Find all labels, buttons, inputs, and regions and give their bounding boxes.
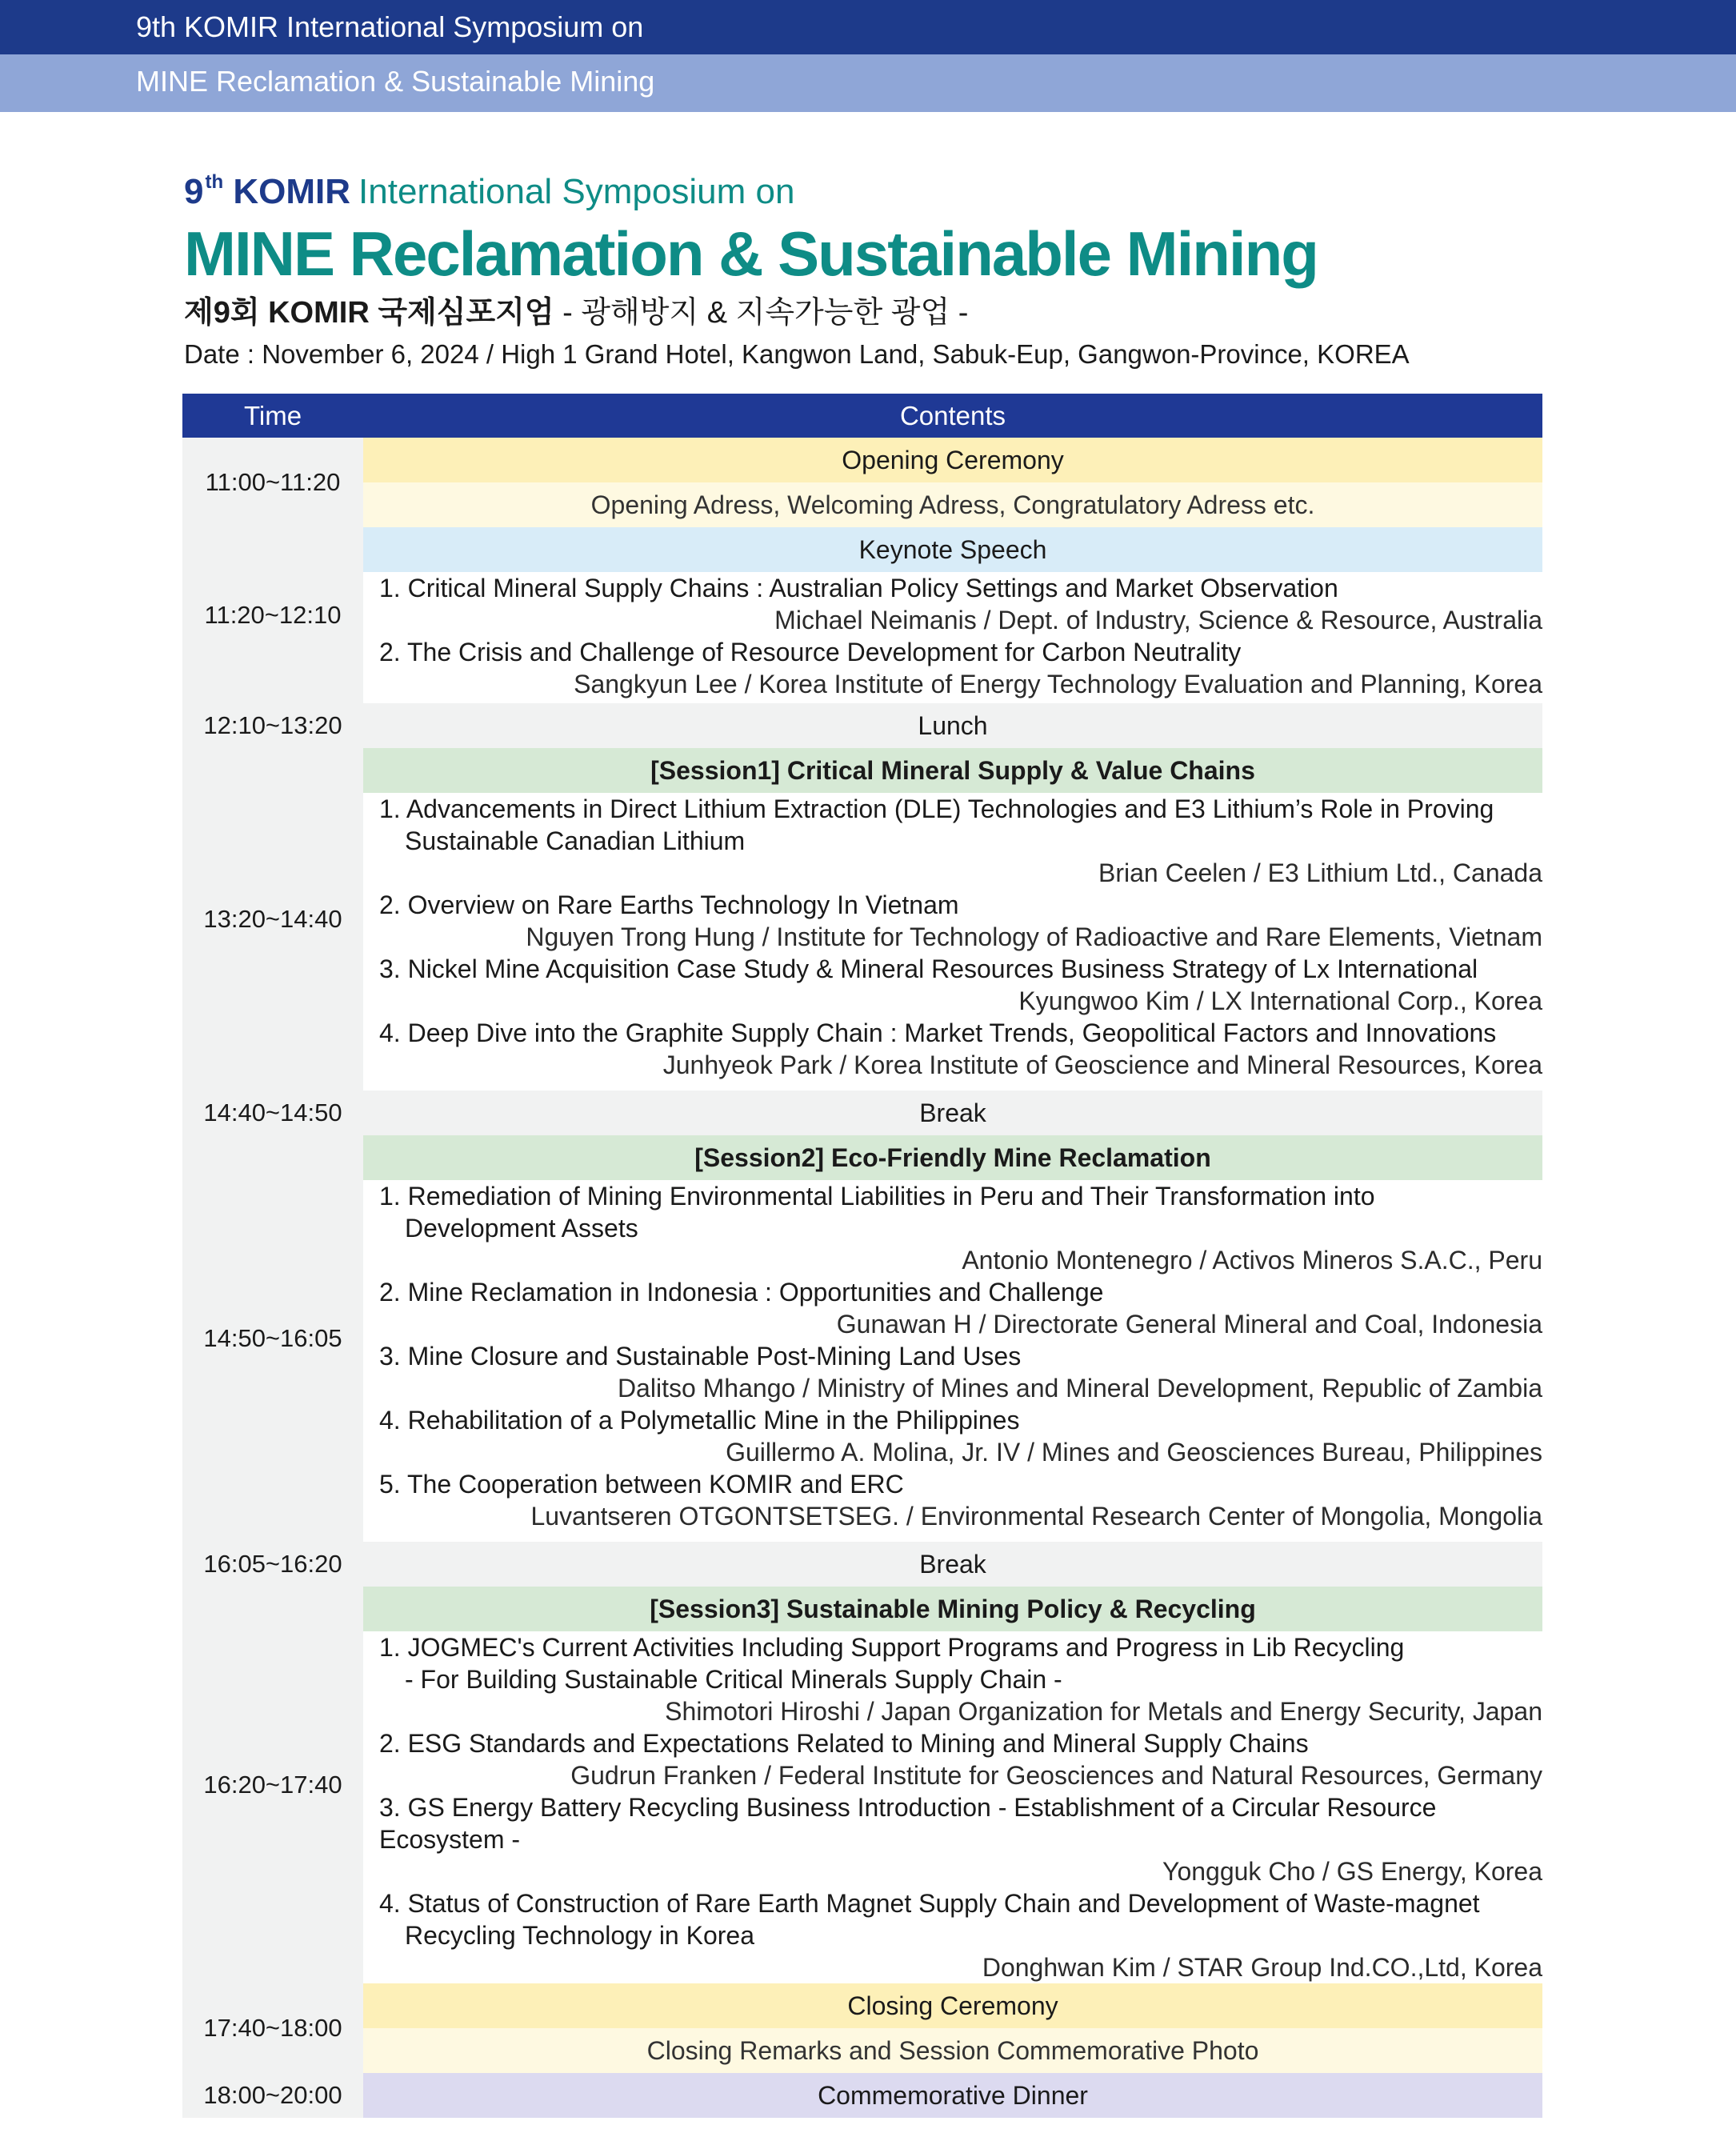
list-item-title: 1. Critical Mineral Supply Chains : Australian Policy Settings and Market Observation xyxy=(379,574,1338,602)
list-item-title: 2. ESG Standards and Expectations Related to Mining and Mineral Supply Chains xyxy=(379,1729,1309,1758)
opening-title: Opening Ceremony xyxy=(363,438,1542,482)
session3-title: [Session3] Sustainable Mining Policy & Recycling xyxy=(363,1587,1542,1631)
dinner-label: Commemorative Dinner xyxy=(363,2073,1542,2118)
time-lunch: 12:10~13:20 xyxy=(182,703,363,748)
time-closing: 17:40~18:00 xyxy=(182,1983,363,2073)
opening-desc: Opening Adress, Welcoming Adress, Congratulatory Adress etc. xyxy=(363,482,1542,527)
list-item-speaker: Michael Neimanis / Dept. of Industry, Science & Resource, Australia xyxy=(774,606,1542,634)
session1-list xyxy=(363,793,1542,1091)
list-item-title: 5. The Cooperation between KOMIR and ERC xyxy=(379,1470,904,1499)
keynote-list xyxy=(363,572,1542,703)
table-header xyxy=(182,394,1542,438)
list-item-speaker: Luvantseren OTGONTSETSEG. / Environmental Research Center of Mongolia, Mongolia xyxy=(530,1502,1542,1531)
time-opening: 11:00~11:20 xyxy=(182,438,363,527)
time-session2: 14:50~16:05 xyxy=(182,1135,363,1542)
list-item-title: 4. Deep Dive into the Graphite Supply Chain : Market Trends, Geopolitical Factors and Innovations xyxy=(379,1018,1497,1047)
closing-desc: Closing Remarks and Session Commemorative Photo xyxy=(363,2028,1542,2073)
list-item-title: 2. Overview on Rare Earths Technology In Vietnam xyxy=(379,890,959,919)
time-session1: 13:20~14:40 xyxy=(182,748,363,1091)
list-item-speaker: Gunawan H / Directorate General Mineral and Coal, Indonesia xyxy=(836,1310,1542,1339)
time-keynote: 11:20~12:10 xyxy=(182,527,363,703)
banner-line2: MINE Reclamation & Sustainable Mining xyxy=(136,65,655,98)
time-session3: 16:20~17:40 xyxy=(182,1587,363,1983)
time-dinner: 18:00~20:00 xyxy=(182,2073,363,2118)
event-date: Date : November 6, 2024 / High 1 Grand Hotel, Kangwon Land, Sabuk-Eup, Gangwon-Province, KOREA xyxy=(184,339,1410,369)
list-item-speaker: Donghwan Kim / STAR Group Ind.CO.,Ltd, Korea xyxy=(982,1953,1542,1982)
lunch-label: Lunch xyxy=(363,703,1542,748)
top-banner xyxy=(0,0,1736,54)
list-item-speaker: Sangkyun Lee / Korea Institute of Energy Technology Evaluation and Planning, Korea xyxy=(574,670,1542,698)
keynote-title: Keynote Speech xyxy=(363,527,1542,572)
list-item-title: 2. The Crisis and Challenge of Resource Development for Carbon Neutrality xyxy=(379,638,1242,666)
list-item-speaker: Guillermo A. Molina, Jr. IV / Mines and Geosciences Bureau, Philippines xyxy=(726,1438,1542,1467)
schedule-table xyxy=(182,394,1542,2118)
session2-title: [Session2] Eco-Friendly Mine Reclamation xyxy=(363,1135,1542,1180)
page-title: MINE Reclamation & Sustainable Mining xyxy=(184,218,1318,289)
list-item-title: 3. Mine Closure and Sustainable Post-Mining Land Uses xyxy=(379,1342,1022,1371)
list-item-title: 2. Mine Reclamation in Indonesia : Opportunities and Challenge xyxy=(379,1278,1104,1307)
session1-title: [Session1] Critical Mineral Supply & Value Chains xyxy=(363,748,1542,793)
col-time-header: Time xyxy=(182,394,363,438)
list-item-title: 1. JOGMEC's Current Activities Including Support Programs and Progress in Lib Recycling - For Building Sustainable Critical Minerals Supply Chain - xyxy=(379,1633,1405,1694)
list-item-title: 3. Nickel Mine Acquisition Case Study & Mineral Resources Business Strategy of Lx International xyxy=(379,954,1478,983)
list-item-title: 4. Status of Construction of Rare Earth Magnet Supply Chain and Development of Waste-magnet Recycling Technology in Korea xyxy=(379,1889,1480,1950)
list-item-speaker: Shimotori Hiroshi / Japan Organization for Metals and Energy Security, Japan xyxy=(665,1697,1542,1726)
col-contents-header: Contents xyxy=(363,394,1542,438)
closing-title: Closing Ceremony xyxy=(363,1983,1542,2028)
break2-label: Break xyxy=(363,1542,1542,1587)
list-item-speaker: Nguyen Trong Hung / Institute for Technology of Radioactive and Rare Elements, Vietnam xyxy=(526,922,1542,951)
session3-list xyxy=(363,1631,1542,1983)
symposium-heading: 9th KOMIR International Symposium on xyxy=(184,171,795,211)
list-item-speaker: Gudrun Franken / Federal Institute for Geosciences and Natural Resources, Germany xyxy=(570,1761,1542,1790)
break1-label: Break xyxy=(363,1091,1542,1135)
list-item-speaker: Kyungwoo Kim / LX International Corp., Korea xyxy=(1018,986,1542,1015)
list-item-speaker: Brian Ceelen / E3 Lithium Ltd., Canada xyxy=(1098,858,1542,887)
sub-banner xyxy=(0,54,1736,112)
banner-line1: 9th KOMIR International Symposium on xyxy=(136,10,644,43)
time-break1: 14:40~14:50 xyxy=(182,1091,363,1135)
list-item-title: 4. Rehabilitation of a Polymetallic Mine in the Philippines xyxy=(379,1406,1020,1435)
list-item-title: 1. Advancements in Direct Lithium Extraction (DLE) Technologies and E3 Lithium’s Role in Proving Sustainable Canadian Lithium xyxy=(379,794,1494,855)
list-item-speaker: Junhyeok Park / Korea Institute of Geoscience and Mineral Resources, Korea xyxy=(662,1050,1542,1079)
list-item-speaker: Yongguk Cho / GS Energy, Korea xyxy=(1162,1857,1542,1886)
session2-list xyxy=(363,1180,1542,1542)
list-item-speaker: Dalitso Mhango / Ministry of Mines and Mineral Development, Republic of Zambia xyxy=(617,1374,1542,1403)
time-break2: 16:05~16:20 xyxy=(182,1542,363,1587)
list-item-title: 1. Remediation of Mining Environmental Liabilities in Peru and Their Transformation into Development Assets xyxy=(379,1182,1375,1243)
list-item-title: 3. GS Energy Battery Recycling Business Introduction - Establishment of a Circular Resource Ecosystem - xyxy=(379,1793,1437,1854)
korean-title: 제9회 KOMIR 국제심포지엄 - 광해방지 & 지속가능한 광업 - xyxy=(184,296,969,330)
list-item-speaker: Antonio Montenegro / Activos Mineros S.A.C., Peru xyxy=(962,1246,1542,1275)
